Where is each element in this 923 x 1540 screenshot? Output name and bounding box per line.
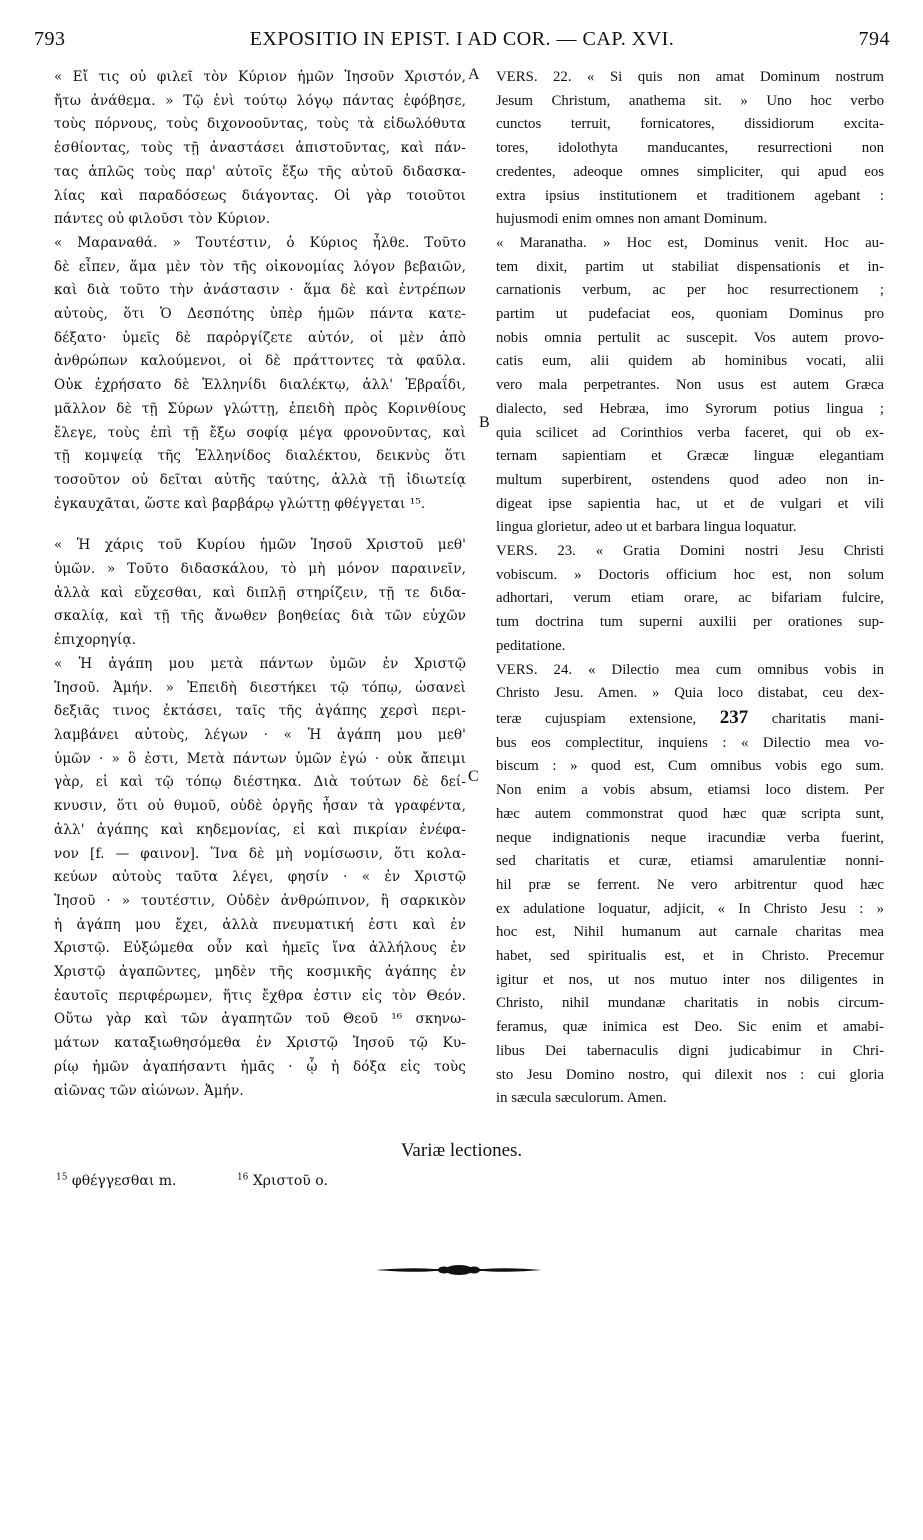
text-line: Jesum Christum, anathema sit. » Uno hoc verbo [496, 92, 884, 109]
text-line: Ἰησοῦ · » τουτέστιν, Οὐδὲν ἀνθρώπινον, ἢ σαρκικὸν [54, 892, 466, 909]
note-number: 16 [236, 1172, 249, 1182]
text-line: σκαλίᾳ, καὶ τῇ τῆς ἄνωθεν βοηθείας διὰ τῶν εὐχῶν [54, 608, 466, 625]
text-line: sto Jesu Domino nostro, qui dilexit nos : cui gloria [496, 1066, 884, 1083]
text-line: τας ἁπλῶς τοὺς παρ' αὐτοῖς ἔξω τῆς αὐτοῦ διδασκα- [54, 163, 466, 180]
text-line: libus Dei tabernaculis digni judicabimur in Chri- [496, 1042, 884, 1059]
text-line: κνυσιν, ὅτι οὐ θυμοῦ, οὐδὲ ὀργῆς ἦσαν τὰ γραφέντα, [54, 798, 466, 815]
text-line: ternam sapientiam et Græcæ linguæ elegantiam [496, 448, 884, 465]
variant-readings [56, 1172, 384, 1189]
text-line: ἑαυτοῖς περιφέρωμεν, ἥτις ἔχθρα ἐστιν εἰς τὸν Θεόν. [54, 987, 466, 1004]
note-number: 15 [56, 1172, 68, 1182]
latin-paragraph-1 [496, 66, 884, 232]
text-line: partim ut pudefaciat eos, quoniam Dominus pro [496, 306, 884, 323]
text-line: δὲ εἶπεν, ἅμα μὲν τὸν τῆς οἰκονομίας λόγον βεβαιῶν, [54, 258, 466, 275]
text-line: « Ἡ ἀγάπη μου μετὰ πάντων ὑμῶν ἐν Χριστῷ [54, 655, 466, 672]
text-line: ρίῳ ἡμῶν ἀγαπήσαντι ἡμᾶς · ᾧ ἡ δόξα εἰς τοὺς [54, 1058, 466, 1075]
text-line: bus eos complectitur, inquiens : « Dilectio mea vo- [496, 734, 884, 751]
text-line: ὑμῶν · » ὃ ἐστι, Μετὰ πάντων ὑμῶν ἐγώ · οὐκ ἄπειμι [54, 750, 466, 767]
text-line: lingua glorietur, adeo ut et barbara lingua loquatur. [496, 519, 797, 536]
text-line [496, 706, 884, 732]
page-number-right: 794 [858, 28, 890, 50]
text-line: neque indignationis neque iracundiæ verba fuerint, [496, 829, 884, 846]
text-line: biscum : » quod est, Cum omnibus vobis ego sum. [496, 758, 884, 775]
text-line: habet, sed spiritualis est, et in Christo. Precemur [496, 948, 884, 965]
margin-letter-b: B [479, 414, 490, 431]
text-line: carnationis verbum, ac per hoc resurrectionem ; [496, 282, 884, 299]
text-line: γὰρ, εἰ καὶ τῷ τόπῳ διέστηκα. Διὰ τούτων δὲ δεί- [54, 774, 466, 791]
variant-note-16 [237, 1173, 356, 1189]
text-line: VERS. 22. « Si quis non amat Dominum nostrum [496, 69, 884, 85]
text-line: κεύων αὐτοὺς ταῦτα λέγει, φησίν · « ἐν Χριστῷ [54, 869, 466, 886]
greek-paragraph-3 [54, 534, 466, 653]
text-line: ἐγκαυχᾶται, ὥστε καὶ βαρβάρῳ γλώττῃ φθέγγεται ¹⁵. [54, 495, 426, 512]
text-line: αἰῶνας τῶν αἰώνων. Ἀμήν. [54, 1082, 244, 1099]
text-line: sed charitatis et curæ, etiamsi amarulentiæ nonni- [496, 853, 884, 870]
text-line: VERS. 24. « Dilectio mea cum omnibus vobis in [496, 661, 884, 678]
text-line: δέξατο· ὑμεῖς δὲ παρὀργίζετε αὐτόν, οἱ μὲν ἀπὸ [54, 329, 466, 346]
text-line: ἐσθίοντας, τοὺς τῇ ἀναστάσει ἀπιστοῦντας, καὶ πάν- [54, 140, 466, 157]
text-line: καὶ διὰ τοῦτο τὴν ἀνάστασιν · ἅμα δὲ καὶ ἐντρέπων [54, 282, 466, 299]
text-line: digeat ipse sapientia hac, ut et de vulgari et vili [496, 495, 884, 512]
text-line: hæc autem commonstrat quod hæc quæ scripta sunt, [496, 805, 884, 822]
latin-paragraph-2 [496, 232, 884, 540]
text-line: τῇ κομψείᾳ τῆς Ἑλληνίδος διαλέκτου, δεικνὺς ὅτι [54, 448, 466, 465]
text-line: tum doctrina tum superni auxilii per orationes sup- [496, 614, 884, 631]
greek-paragraph-2 [54, 232, 466, 516]
text-line: νον [f. — φαινον]. Ἵνα δὲ μὴ νομίσωσιν, ὅτι κολα- [54, 845, 466, 862]
end-ornament-icon [374, 1262, 544, 1278]
running-title: EXPOSITIO IN EPIST. I AD COR. — CAP. XVI. [249, 28, 675, 50]
text-fragment: charitatis mani- [771, 710, 885, 727]
text-line: hujusmodi enim omnes non amant Dominum. [496, 211, 768, 228]
column-number: 237 [719, 706, 749, 728]
text-line: ἀλλ' ἀγάπης καὶ κηδεμονίας, εἰ καὶ πικρίαν ἐνέφα- [54, 821, 466, 838]
margin-letter-c: C [468, 768, 479, 785]
greek-paragraph-1 [54, 66, 466, 232]
text-line: Christo, nihil mundanæ charitatis in nobis circum- [496, 995, 884, 1012]
text-line: Non enim a vobis absum, etiamsi loco distem. Per [496, 782, 884, 799]
latin-paragraph-3 [496, 540, 884, 659]
text-line: ἐπιχορηγίᾳ. [54, 632, 137, 649]
text-line: δεξιᾶς τινος ἐκτάσει, ταῖς τῆς ἀγάπης χερσὶ περι- [54, 703, 466, 720]
text-line: adhortari, verum etiam orare, ac bifariam fulcire, [496, 590, 884, 607]
text-line: vobiscum. » Doctoris officium hoc est, non solum [496, 566, 884, 583]
text-line: « Ἡ χάρις τοῦ Κυρίου ἡμῶν Ἰησοῦ Χριστοῦ μεθ' [54, 537, 466, 554]
text-line: Christo Jesu. Amen. » Quia loco distabat, ceu dex- [496, 685, 884, 702]
text-line: feramus, quæ inimica est Deo. Sic enim et amabi- [496, 1019, 884, 1036]
text-line: igitur et nos, ut nos mutuo inter nos diligentes in [496, 971, 884, 988]
text-line: quia scilicet ad Corinthios verba faceret, qui ob ex- [496, 424, 884, 441]
text-fragment: teræ cujuspiam extensione, [496, 710, 697, 727]
text-line: credentes, adeoque omnes simpliciter, qui apud eos [496, 163, 884, 180]
text-line: multum superbirent, ostendens quod adeo non in- [496, 471, 884, 488]
text-line: μᾶλλον δὲ τῇ Σύρων γλώττῃ, ἐπειδὴ πρὸς Κορινθίους [54, 400, 466, 417]
text-line: Χριστῷ. Εὐξώμεθα οὖν καὶ ἡμεῖς ἵνα ἀλλήλους ἐν [54, 940, 466, 957]
text-line: « Μαραναθά. » Τουτέστιν, ὁ Κύριος ἦλθε. Τοῦτο [54, 234, 466, 251]
text-line: ex adulatione loquatur, adjicit, « In Christo Jesu : » [496, 900, 884, 917]
text-line: extra ipsius institutionem et traditionem agebant : [496, 187, 884, 204]
text-line: « Maranatha. » Hoc est, Dominus venit. Hoc au- [496, 234, 884, 251]
text-line: cunctos terruit, fornicatores, dissidiorum excita- [496, 116, 884, 133]
text-line: Χριστῷ ἀγαπῶντες, μηδὲν τῆς κοσμικῆς ἀγάπης ἐν [54, 964, 466, 981]
text-line: αὐτοὺς, ὅτι Ὁ Δεσπότης ὑπὲρ ἡμῶν πάντα κατε- [54, 306, 466, 323]
text-line: τοσοῦτον οὐ δεῖται αὐτῆς ταύτης, ἀλλὰ τῇ ἰδιωτείᾳ [54, 471, 466, 488]
greek-column [54, 66, 466, 1103]
text-line: tem dixit, partim ut stabiliat dispensationis et in- [496, 258, 884, 275]
text-line: μάτων καταξιωθησόμεθα ἐν Χριστῷ Ἰησοῦ τῷ Κυ- [54, 1035, 466, 1052]
text-line: « Εἴ τις οὐ φιλεῖ τὸν Κύριον ἡμῶν Ἰησοῦν Χριστόν, [54, 69, 466, 85]
running-header [34, 28, 890, 56]
latin-paragraph-4 [496, 659, 884, 1111]
text-line: λίας καὶ παραδόσεως διάγοντας. Οἱ γὰρ τοιοῦτοι [54, 187, 466, 204]
text-line: πάντες οὐ φιλοῦσι τὸν Κύριον. [54, 211, 271, 228]
text-line: peditatione. [496, 637, 566, 654]
text-line: Οὕτω γὰρ καὶ τῶν ἀγαπητῶν τοῦ Θεοῦ ¹⁶ σκηνω- [54, 1011, 466, 1028]
text-line: λαμβάνει αὐτοὺς, λέγων · « Ἡ ἀγάπη μου μεθ' [54, 726, 466, 743]
latin-column [496, 66, 884, 1111]
text-line: nobis omnia pertulit ac suscepit. Vos autem provo- [496, 329, 884, 346]
greek-paragraph-4 [54, 653, 466, 1103]
note-text: φθέγγεσθαι m. [71, 1172, 177, 1189]
text-line: ὑμῶν. » Τοῦτο διδασκάλου, τὸ μὴ μόνον παραινεῖν, [54, 561, 466, 578]
text-line: ἀλλὰ καὶ εὔχεσθαι, καὶ διπλῇ στηρίζειν, τῇ τε διδα- [54, 584, 466, 601]
text-line: ἀνθρώπων καλούμενοι, οἱ δὲ πράττοντες τὰ φαῦλα. [54, 353, 466, 370]
text-line: catis eum, alii quidem ab hominibus vocati, alii [496, 353, 884, 370]
text-line: Ἰησοῦ. Ἀμήν. » Ἐπειδὴ διεστήκει τῷ τόπῳ, ὡσανεὶ [54, 679, 466, 696]
text-line: vero mala perpetrantes. Non usus est autem Græca [496, 377, 884, 394]
variant-note-15 [56, 1173, 204, 1189]
text-line: ἤτω ἀνάθεμα. » Τῷ ἑνὶ τούτῳ λόγῳ πάντας ἐφόβησε, [54, 92, 466, 109]
text-line: hoc est, Nihil humanum aut carnale charitas mea [496, 924, 884, 941]
text-line: τοὺς πόρνους, τοὺς διχονοοῦντας, τοὺς τὰ εἰδωλόθυτα [54, 116, 466, 133]
note-text: Χριστοῦ ο. [252, 1172, 329, 1189]
variae-lectiones-heading: Variæ lectiones. [400, 1140, 523, 1161]
text-line: hil præ se ferrent. Ne vero arbitrentur quod hæc [496, 876, 884, 893]
text-line: VERS. 23. « Gratia Domini nostri Jesu Christi [496, 543, 884, 560]
margin-letter-a: A [468, 66, 480, 83]
page-number-left: 793 [34, 28, 66, 50]
text-line: Οὐκ ἐχρήσατο δὲ Ἑλληνίδι διαλέκτῳ, ἀλλ' Ἑβραΐδι, [54, 377, 466, 394]
text-line: in sæcula sæculorum. Amen. [496, 1090, 667, 1107]
text-line: tores, idolothyta manducantes, resurrectioni non [496, 140, 884, 157]
text-line: dialecto, sed Hebræa, imo Syrorum potius lingua ; [496, 400, 884, 417]
text-line: ἔλεγε, τοὺς ἐπὶ τῇ ἔξω σοφίᾳ μέγα φρονοῦντας, καὶ [54, 424, 466, 441]
text-line: ἡ ἀγάπη μου ἔχει, ἀλλὰ πνευματική ἐστι καὶ ἐν [54, 916, 466, 933]
